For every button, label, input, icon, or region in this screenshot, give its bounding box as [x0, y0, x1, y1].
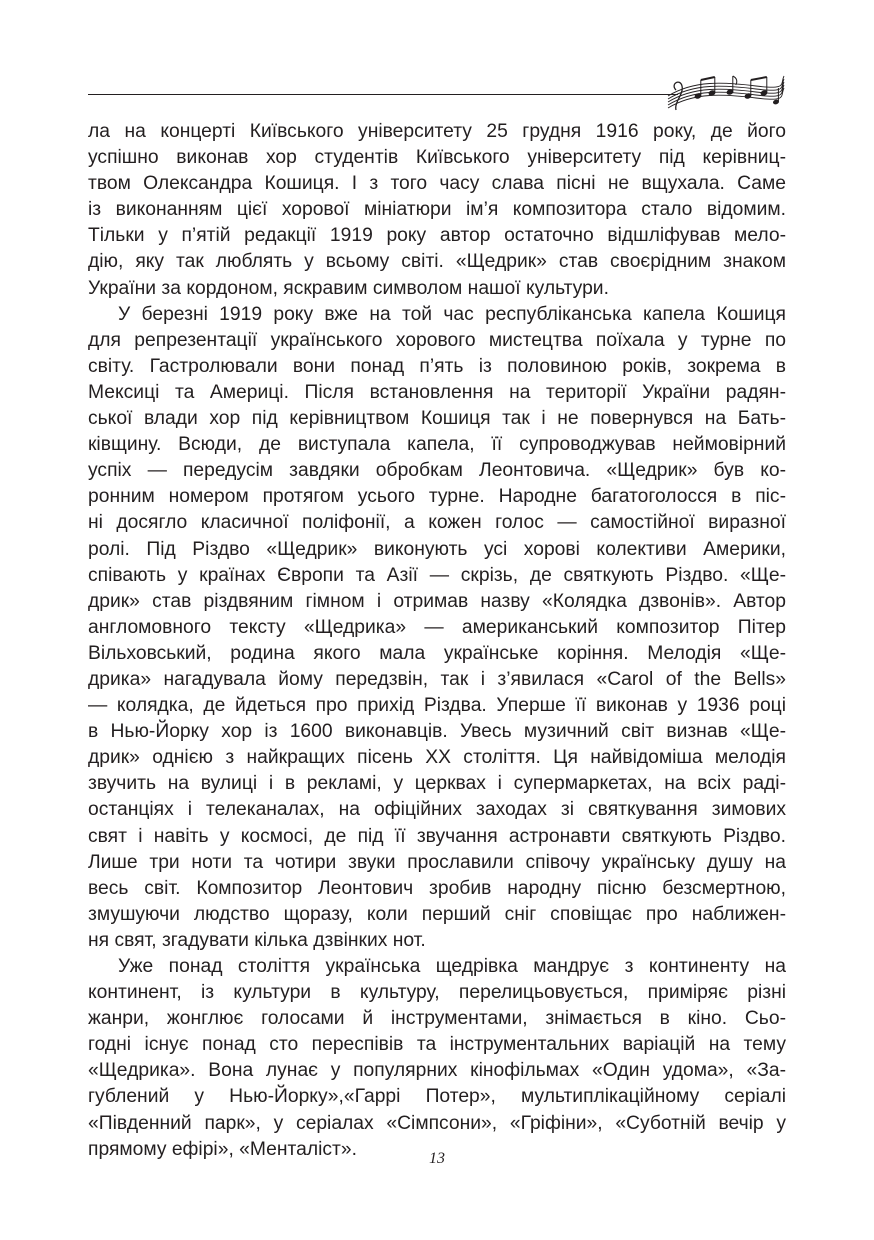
paragraph	[88, 302, 786, 954]
text-line: ні досягло класичної поліфонії, а кожен голос — самостійної виразної	[88, 512, 786, 534]
text-line: «Південний парк», у серіалах «Сімпсони», «Гріфіни», «Суботній вечір у	[88, 1112, 786, 1134]
text-line: гублений у Нью-Йорку»,«Гаррі Потер», мультиплікаційному серіалі	[88, 1086, 786, 1108]
page-number: 13	[429, 1150, 445, 1167]
text-line: — колядка, де йдеться про прихід Різдва. Уперше її виконав у 1936 році	[88, 695, 786, 717]
text-line: дрика» нагадувала йому передзвін, так і з’явилася «Carol of the Bells»	[88, 668, 786, 690]
text-line: прямому ефірі», «Менталіст».	[88, 1138, 357, 1160]
text-line: континент, із культури в культуру, перелицьовується, приміряє різні	[88, 982, 786, 1004]
text-line: дрик» став різдвяним гімном і отримав назву «Колядка дзвонів». Автор	[88, 590, 786, 612]
text-line: ла на концерті Київського університету 25 грудня 1916 року, де його	[88, 121, 786, 142]
text-line: із виконанням цієї хорової мініатюри ім’я композитора стало відомим.	[88, 199, 786, 221]
text-line: звучить на вулиці і в рекламі, у церквах і супермаркетах, на всіх раді-	[88, 773, 786, 795]
text-line: Лише три ноти та чотири звуки прославили співочу українську душу на	[88, 851, 786, 873]
text-line: ролі. Під Різдво «Щедрик» виконують усі хорові колективи Америки,	[88, 538, 786, 560]
text-line: англомовного тексту «Щедрика» — американський композитор Пітер	[88, 616, 786, 638]
text-line: Тільки у п’ятій редакції 1919 року автор остаточно відшліфував мело-	[88, 225, 786, 247]
text-line: свят і навіть у космосі, де під її звучання астронавти святкують Різдво.	[88, 825, 786, 847]
text-line: годні існує понад сто переспівів та інструментальних варіацій на тему	[88, 1034, 786, 1056]
text-line: Вільховський, родина якого мала українське коріння. Мелодія «Ще-	[88, 642, 786, 664]
text-line: світу. Гастролювали вони понад п’ять із половиною років, зокрема в	[88, 355, 786, 377]
text-line: ківщину. Всюди, де виступала капела, її супроводжував неймовірний	[88, 434, 786, 456]
text-line: «Щедрика». Вона лунає у популярних кінофільмах «Один удома», «За-	[88, 1060, 786, 1082]
text-line: останціях і телеканалах, на офіційних заходах зі святкування зимових	[88, 799, 786, 821]
paragraph	[88, 954, 786, 1163]
text-line: Уже понад століття українська щедрівка мандрує з континенту на	[118, 956, 786, 977]
text-line: жанри, жонглює голосами й інструментами, знімається в кіно. Сьо-	[88, 1008, 786, 1030]
text-line: в Нью-Йорку хор із 1600 виконавців. Увесь музичний світ визнав «Ще-	[88, 721, 786, 743]
text-line: успіх — передусім завдяки обробкам Леонтовича. «Щедрик» був ко-	[88, 460, 786, 482]
body-text	[88, 119, 786, 1163]
text-line: співають у країнах Європи та Азії — скрізь, де святкують Різдво. «Ще-	[88, 564, 786, 586]
text-line: ня свят, згадувати кілька дзвінких нот.	[88, 929, 426, 951]
text-line: Мексиці та Америці. Після встановлення на території України радян-	[88, 381, 786, 403]
text-line: весь світ. Композитор Леонтович зробив народну пісню безсмертною,	[88, 877, 786, 899]
text-line: для репрезентації українського хорового мистецтва поїхала у турне по	[88, 329, 786, 351]
text-line: ської влади хор під керівництвом Кошиця так і не повернувся на Бать-	[88, 408, 786, 430]
text-line: дію, яку так люблять у всьому світі. «Щедрик» став своєрідним знаком	[88, 251, 786, 273]
text-line: успішно виконав хор студентів Київського університету під керівниц-	[88, 147, 786, 169]
text-line: України за кордоном, яскравим символом нашої культури.	[88, 277, 609, 299]
text-line: дрик» однією з найкращих пісень ХХ століття. Ця найвідоміша мелодія	[88, 747, 786, 769]
text-line: змушуючи людство щоразу, коли перший сніг сповіщає про наближен-	[88, 903, 786, 925]
paragraph	[88, 119, 786, 302]
music-notes-staff-icon	[664, 66, 788, 114]
header-rule	[88, 94, 678, 95]
text-line: У березні 1919 року вже на той час республіканська капела Кошиця	[118, 303, 786, 325]
text-line: твом Олександра Кошиця. І з того часу слава пісні не вщухала. Саме	[88, 173, 786, 195]
text-line: ронним номером протягом усього турне. Народне багатоголосся в піс-	[88, 486, 786, 508]
